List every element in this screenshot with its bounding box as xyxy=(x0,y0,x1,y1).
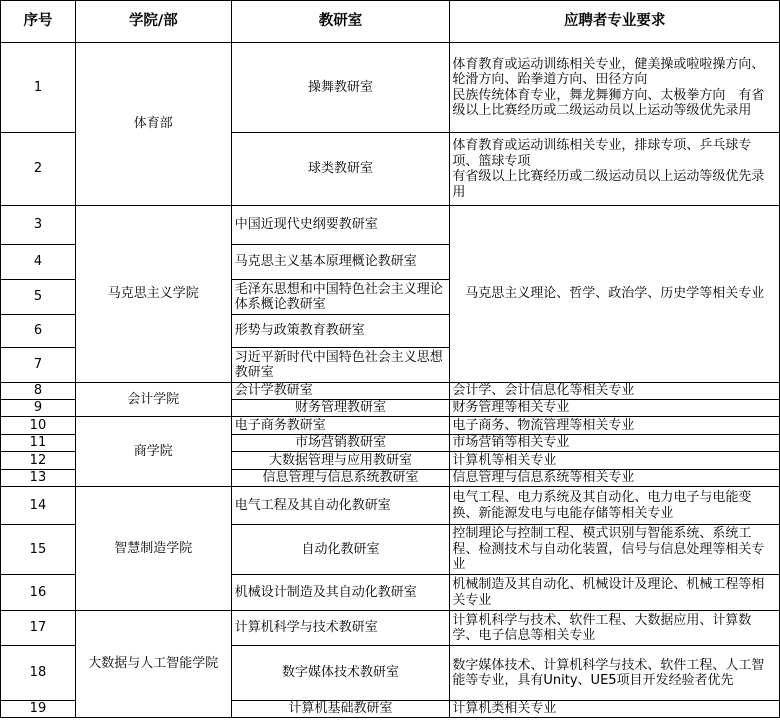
office-cell: 操舞教研室 xyxy=(231,43,450,133)
requirement-cell: 马克思主义理论、哲学、政治学、历史学等相关专业 xyxy=(450,206,780,383)
office-cell: 大数据管理与应用教研室 xyxy=(231,452,450,470)
seq-cell: 9 xyxy=(1,400,76,417)
table-row xyxy=(1,611,780,646)
header-office: 教研室 xyxy=(231,1,450,43)
college-cell: 会计学院 xyxy=(75,383,231,417)
seq-cell: 6 xyxy=(1,315,76,348)
seq-cell: 15 xyxy=(1,525,76,575)
office-cell: 自动化教研室 xyxy=(231,525,450,575)
office-cell: 财务管理教研室 xyxy=(231,400,450,417)
college-cell: 大数据与人工智能学院 xyxy=(75,611,231,718)
office-cell: 中国近现代史纲要教研室 xyxy=(231,206,450,245)
requirement-cell: 财务管理等相关专业 xyxy=(450,400,780,417)
office-cell: 马克思主义基本原理概论教研室 xyxy=(231,245,450,280)
office-cell: 习近平新时代中国特色社会主义思想教研室 xyxy=(231,348,450,383)
requirement-cell: 体育教育或运动训练相关专业，健美操或啦啦操方向、轮滑方向、跆拳道方向、田径方向 民族传统体育专业，舞龙舞狮方向、太极拳方向 有省级以上比赛经历或二级运动员以上运动等级优先录用 xyxy=(450,43,780,133)
office-cell: 计算机基础教研室 xyxy=(231,701,450,718)
seq-cell: 12 xyxy=(1,452,76,470)
seq-cell: 16 xyxy=(1,575,76,611)
requirement-cell: 会计学、会计信息化等相关专业 xyxy=(450,383,780,400)
header-seq: 序号 xyxy=(1,1,76,43)
requirement-cell: 控制理论与控制工程、模式识别与智能系统、系统工程、检测技术与自动化装置，信号与信息处理等相关专业 xyxy=(450,525,780,575)
seq-cell: 8 xyxy=(1,383,76,400)
requirement-cell: 机械制造及其自动化、机械设计及理论、机械工程等相关专业 xyxy=(450,575,780,611)
requirement-cell: 计算机类相关专业 xyxy=(450,701,780,718)
office-cell: 计算机科学与技术教研室 xyxy=(231,611,450,646)
table-row xyxy=(1,206,780,245)
requirement-cell: 电子商务、物流管理等相关专业 xyxy=(450,417,780,435)
office-cell: 机械设计制造及其自动化教研室 xyxy=(231,575,450,611)
requirement-cell: 体育教育或运动训练相关专业，排球专项、乒乓球专项、篮球专项 有省级以上比赛经历或二级运动员以上运动等级优先录用 xyxy=(450,133,780,206)
seq-cell: 3 xyxy=(1,206,76,245)
office-cell: 形势与政策教育教研室 xyxy=(231,315,450,348)
requirement-cell: 信息管理与信息系统等相关专业 xyxy=(450,470,780,487)
header-row xyxy=(1,1,780,43)
requirement-cell: 数字媒体技术、计算机科学与技术、软件工程、人工智能等专业，具有Unity、UE5项目开发经验者优先 xyxy=(450,646,780,701)
header-requirement: 应聘者专业要求 xyxy=(450,1,780,43)
header-college: 学院/部 xyxy=(75,1,231,43)
seq-cell: 13 xyxy=(1,470,76,487)
office-cell: 电气工程及其自动化教研室 xyxy=(231,487,450,525)
table-row xyxy=(1,383,780,400)
college-cell: 智慧制造学院 xyxy=(75,487,231,611)
college-cell: 马克思主义学院 xyxy=(75,206,231,383)
seq-cell: 10 xyxy=(1,417,76,435)
seq-cell: 18 xyxy=(1,646,76,701)
office-cell: 信息管理与信息系统教研室 xyxy=(231,470,450,487)
office-cell: 市场营销教研室 xyxy=(231,435,450,452)
seq-cell: 1 xyxy=(1,43,76,133)
table-row xyxy=(1,417,780,435)
seq-cell: 4 xyxy=(1,245,76,280)
seq-cell: 5 xyxy=(1,280,76,315)
office-cell: 数字媒体技术教研室 xyxy=(231,646,450,701)
office-cell: 球类教研室 xyxy=(231,133,450,206)
seq-cell: 14 xyxy=(1,487,76,525)
requirement-cell: 计算机科学与技术、软件工程、大数据应用、计算数学、电子信息等相关专业 xyxy=(450,611,780,646)
office-cell: 毛泽东思想和中国特色社会主义理论体系概论教研室 xyxy=(231,280,450,315)
seq-cell: 11 xyxy=(1,435,76,452)
college-cell: 体育部 xyxy=(75,43,231,206)
requirement-cell: 市场营销等相关专业 xyxy=(450,435,780,452)
college-cell: 商学院 xyxy=(75,417,231,487)
requirement-cell: 电气工程、电力系统及其自动化、电力电子与电能变换、新能源发电与电能存储等相关专业 xyxy=(450,487,780,525)
seq-cell: 7 xyxy=(1,348,76,383)
seq-cell: 19 xyxy=(1,701,76,718)
office-cell: 电子商务教研室 xyxy=(231,417,450,435)
seq-cell: 17 xyxy=(1,611,76,646)
table-row xyxy=(1,487,780,525)
table-row xyxy=(1,43,780,133)
seq-cell: 2 xyxy=(1,133,76,206)
office-cell: 会计学教研室 xyxy=(231,383,450,400)
requirement-cell: 计算机等相关专业 xyxy=(450,452,780,470)
